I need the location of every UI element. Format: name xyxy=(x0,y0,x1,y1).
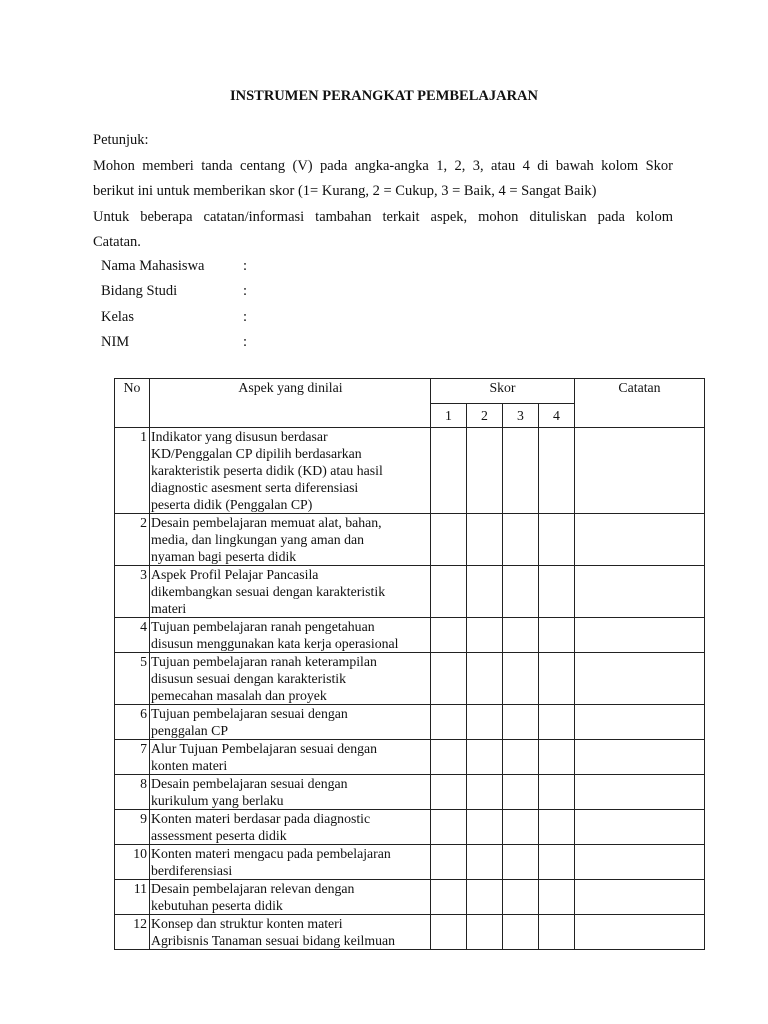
aspect-text-line: Tujuan pembelajaran ranah pengetahuan xyxy=(151,619,375,634)
score-4-cell[interactable] xyxy=(539,618,575,653)
score-3-cell[interactable] xyxy=(503,566,539,618)
field-separator: : xyxy=(243,309,248,325)
score-1-cell[interactable] xyxy=(431,845,467,880)
field-nim xyxy=(101,330,247,356)
score-1-cell[interactable] xyxy=(431,705,467,740)
aspect-text-line: Desain pembelajaran relevan dengan xyxy=(151,881,355,896)
notes-cell[interactable] xyxy=(575,915,705,950)
score-4-cell[interactable] xyxy=(539,810,575,845)
table-header-row xyxy=(115,379,705,404)
aspect-cell xyxy=(150,566,431,618)
aspect-text-line: materi xyxy=(151,601,187,616)
score-3-cell[interactable] xyxy=(503,775,539,810)
score-4-cell[interactable] xyxy=(539,740,575,775)
score-2-cell[interactable] xyxy=(467,705,503,740)
notes-cell[interactable] xyxy=(575,810,705,845)
aspect-text-line: Konten materi mengacu pada pembelajaran xyxy=(151,846,391,861)
aspect-text-line: Tujuan pembelajaran sesuai dengan xyxy=(151,706,348,721)
header-score-4: 4 xyxy=(539,404,575,428)
score-4-cell[interactable] xyxy=(539,514,575,566)
field-class xyxy=(101,305,247,331)
score-3-cell[interactable] xyxy=(503,880,539,915)
row-number: 7 xyxy=(115,740,150,775)
score-4-cell[interactable] xyxy=(539,653,575,705)
field-study-area xyxy=(101,279,247,305)
aspect-text-line: Tujuan pembelajaran ranah keterampilan xyxy=(151,654,377,669)
header-score-3: 3 xyxy=(503,404,539,428)
aspect-text-line: dikembangkan sesuai dengan karakteristik xyxy=(151,584,386,599)
aspect-text-line: diagnostic asesment serta diferensiasi xyxy=(151,480,359,495)
row-number: 11 xyxy=(115,880,150,915)
table-row xyxy=(115,566,705,618)
row-number: 4 xyxy=(115,618,150,653)
aspect-cell xyxy=(150,705,431,740)
table-row xyxy=(115,514,705,566)
score-3-cell[interactable] xyxy=(503,514,539,566)
row-number: 5 xyxy=(115,653,150,705)
notes-cell[interactable] xyxy=(575,740,705,775)
row-number: 8 xyxy=(115,775,150,810)
field-label: NIM xyxy=(101,334,130,350)
table-row xyxy=(115,653,705,705)
header-score-1: 1 xyxy=(431,404,467,428)
header-score-2: 2 xyxy=(467,404,503,428)
header-aspect: Aspek yang dinilai xyxy=(150,379,431,428)
score-1-cell[interactable] xyxy=(431,514,467,566)
instructions-line-3: Untuk beberapa catatan/informasi tambahan terkait aspek, mohon dituliskan pada kolom xyxy=(93,208,673,225)
table-row xyxy=(115,810,705,845)
score-1-cell[interactable] xyxy=(431,810,467,845)
score-2-cell[interactable] xyxy=(467,566,503,618)
table-row xyxy=(115,775,705,810)
aspect-cell xyxy=(150,880,431,915)
aspect-text-line: penggalan CP xyxy=(151,723,229,738)
aspect-text-line: Aspek Profil Pelajar Pancasila xyxy=(151,567,319,582)
assessment-table xyxy=(114,378,705,950)
row-number: 3 xyxy=(115,566,150,618)
score-1-cell[interactable] xyxy=(431,428,467,514)
aspect-text-line: kebutuhan peserta didik xyxy=(151,898,283,913)
score-3-cell[interactable] xyxy=(503,915,539,950)
row-number: 2 xyxy=(115,514,150,566)
field-label: Kelas xyxy=(101,309,135,325)
aspect-text-line: assessment peserta didik xyxy=(151,828,287,843)
score-3-cell[interactable] xyxy=(503,810,539,845)
field-label: Nama Mahasiswa xyxy=(101,258,205,274)
field-separator: : xyxy=(243,334,248,350)
field-student-name xyxy=(101,254,247,280)
aspect-text-line: disusun menggunakan kata kerja operasional xyxy=(151,636,399,651)
aspect-text-line: kurikulum yang berlaku xyxy=(151,793,284,808)
score-3-cell[interactable] xyxy=(503,428,539,514)
aspect-text-line: pemecahan masalah dan proyek xyxy=(151,688,327,703)
aspect-text-line: berdiferensiasi xyxy=(151,863,233,878)
notes-cell[interactable] xyxy=(575,775,705,810)
aspect-text-line: konten materi xyxy=(151,758,228,773)
score-1-cell[interactable] xyxy=(431,653,467,705)
aspect-cell xyxy=(150,618,431,653)
aspect-cell xyxy=(150,845,431,880)
aspect-cell xyxy=(150,653,431,705)
instructions-line-4: Catatan. xyxy=(93,234,141,250)
score-2-cell[interactable] xyxy=(467,810,503,845)
instructions-line-1: Mohon memberi tanda centang (V) pada angka-angka 1, 2, 3, atau 4 di bawah kolom Skor xyxy=(93,157,673,174)
score-2-cell[interactable] xyxy=(467,618,503,653)
field-label: Bidang Studi xyxy=(101,283,178,299)
header-score: Skor xyxy=(431,379,575,404)
notes-cell[interactable] xyxy=(575,428,705,514)
table-row xyxy=(115,915,705,950)
score-1-cell[interactable] xyxy=(431,740,467,775)
instructions-heading: Petunjuk: xyxy=(93,132,149,148)
score-1-cell[interactable] xyxy=(431,775,467,810)
row-number: 6 xyxy=(115,705,150,740)
aspect-text-line: Indikator yang disusun berdasar xyxy=(151,429,328,444)
row-number: 12 xyxy=(115,915,150,950)
table-row xyxy=(115,618,705,653)
aspect-text-line: Konsep dan struktur konten materi xyxy=(151,916,343,931)
score-4-cell[interactable] xyxy=(539,845,575,880)
score-3-cell[interactable] xyxy=(503,845,539,880)
score-4-cell[interactable] xyxy=(539,705,575,740)
score-1-cell[interactable] xyxy=(431,880,467,915)
aspect-text-line: peserta didik (Penggalan CP) xyxy=(151,497,313,512)
score-2-cell[interactable] xyxy=(467,880,503,915)
score-3-cell[interactable] xyxy=(503,705,539,740)
instructions-line-2: berikut ini untuk memberikan skor (1= Kurang, 2 = Cukup, 3 = Baik, 4 = Sangat Baik) xyxy=(93,183,597,199)
aspect-cell xyxy=(150,428,431,514)
aspect-text-line: Konten materi berdasar pada diagnostic xyxy=(151,811,371,826)
score-2-cell[interactable] xyxy=(467,845,503,880)
aspect-text-line: nyaman bagi peserta didik xyxy=(151,549,297,564)
notes-cell[interactable] xyxy=(575,880,705,915)
score-3-cell[interactable] xyxy=(503,653,539,705)
notes-cell[interactable] xyxy=(575,566,705,618)
aspect-text-line: Alur Tujuan Pembelajaran sesuai dengan xyxy=(151,741,378,756)
row-number: 10 xyxy=(115,845,150,880)
score-1-cell[interactable] xyxy=(431,566,467,618)
table-row xyxy=(115,428,705,514)
aspect-text-line: KD/Penggalan CP dipilih berdasarkan xyxy=(151,446,362,461)
score-4-cell[interactable] xyxy=(539,428,575,514)
score-1-cell[interactable] xyxy=(431,618,467,653)
row-number: 1 xyxy=(115,428,150,514)
score-4-cell[interactable] xyxy=(539,566,575,618)
notes-cell[interactable] xyxy=(575,705,705,740)
table-row xyxy=(115,880,705,915)
notes-cell[interactable] xyxy=(575,845,705,880)
score-3-cell[interactable] xyxy=(503,618,539,653)
aspect-cell xyxy=(150,740,431,775)
score-2-cell[interactable] xyxy=(467,775,503,810)
table-body xyxy=(115,428,705,950)
aspect-cell xyxy=(150,514,431,566)
score-2-cell[interactable] xyxy=(467,653,503,705)
score-2-cell[interactable] xyxy=(467,915,503,950)
table-row xyxy=(115,740,705,775)
score-2-cell[interactable] xyxy=(467,740,503,775)
aspect-text-line: disusun sesuai dengan karakteristik xyxy=(151,671,347,686)
field-separator: : xyxy=(243,258,248,274)
aspect-cell xyxy=(150,915,431,950)
aspect-text-line: karakteristik peserta didik (KD) atau hasil xyxy=(151,463,383,478)
notes-cell[interactable] xyxy=(575,618,705,653)
score-4-cell[interactable] xyxy=(539,915,575,950)
table-row xyxy=(115,705,705,740)
aspect-cell xyxy=(150,775,431,810)
table-row xyxy=(115,845,705,880)
field-separator: : xyxy=(243,283,248,299)
score-2-cell[interactable] xyxy=(467,428,503,514)
score-4-cell[interactable] xyxy=(539,775,575,810)
notes-cell[interactable] xyxy=(575,514,705,566)
document-title: INSTRUMEN PERANGKAT PEMBELAJARAN xyxy=(229,88,538,104)
aspect-text-line: Agribisnis Tanaman sesuai bidang keilmuan xyxy=(151,933,396,948)
header-no: No xyxy=(115,379,150,428)
aspect-cell xyxy=(150,810,431,845)
notes-cell[interactable] xyxy=(575,653,705,705)
instructions-block xyxy=(93,128,673,256)
header-notes: Catatan xyxy=(575,379,705,428)
score-2-cell[interactable] xyxy=(467,514,503,566)
score-1-cell[interactable] xyxy=(431,915,467,950)
score-4-cell[interactable] xyxy=(539,880,575,915)
aspect-text-line: Desain pembelajaran sesuai dengan xyxy=(151,776,348,791)
aspect-text-line: Desain pembelajaran memuat alat, bahan, xyxy=(151,515,382,530)
row-number: 9 xyxy=(115,810,150,845)
aspect-text-line: media, dan lingkungan yang aman dan xyxy=(151,532,365,547)
score-3-cell[interactable] xyxy=(503,740,539,775)
